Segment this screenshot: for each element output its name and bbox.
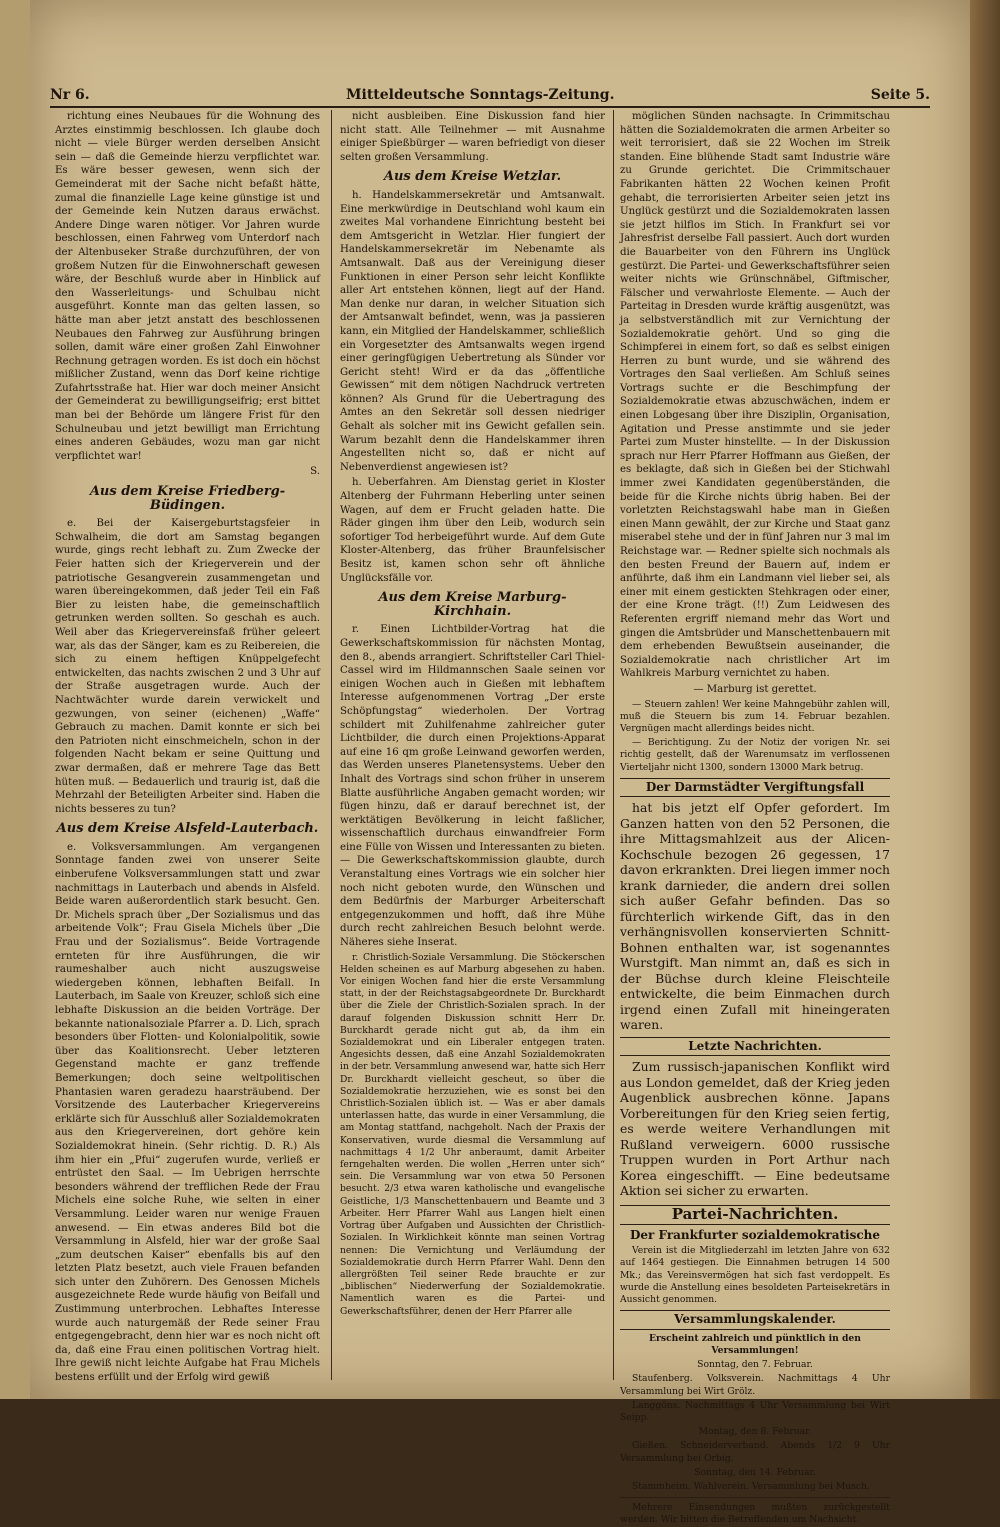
calendar-note: Erscheint zahlreich und pünktlich in den Versammlungen! xyxy=(649,1332,861,1356)
issue-number: Nr 6. xyxy=(50,87,90,103)
section-heading: Versammlungskalender. xyxy=(620,1310,890,1330)
article-paragraph: h. Handelskammersekretär und Amtsanwalt. Eine merkwürdige in Deutschland wohl kaum ein zweites Mal vorhandene Einrichtung besteht bei dem Amtsgericht in Wetzlar. Hier fungiert der Handelskammersekretär im Nebenamte als Amtsanwalt. Daß aus der Vereinigung dieser Funktionen in einer Person sehr leicht Konflikte aller Art entstehen können, liegt auf der Hand. Man denke nur daran, in welcher Situation sich der Amtsanwalt befindet, wenn, was ja passieren kann, ein Mitglied der Handelskammer, schließlich ein Vorgesetzter des Amtsanwalts wegen irgend einer geringfügigen Uebertretung als Sünder vor Gericht steht! Wird er da das „öffentliche Gewissen“ mit dem nötigen Nachdruck vertreten können? Als Grund für die Uebertragung des Amtes an den Sekretär soll dessen niedriger Gehalt als solcher mit ins Gewicht gefallen sein. Warum bezahlt denn die Handelskammer ihren Angestellten nicht so, daß er nicht auf Nebenverdienst angewiesen ist? xyxy=(340,189,605,473)
column-divider xyxy=(331,110,332,1380)
article-paragraph: nicht ausbleiben. Eine Diskussion fand hier nicht statt. Alle Teilnehmer — mit Ausnahme einiger Spießbürger — waren befriedigt von dieser selten großen Versammlung. xyxy=(340,111,605,163)
column-1 xyxy=(55,110,320,1384)
article-paragraph: richtung eines Neubaues für die Wohnung des Arztes einstimmig beschlossen. Ich glaube doch nicht — viele Bürger werden derselben Ansicht sein — daß die Gemeinde hierzu verpflichtet war. Es wäre besser gewesen, wenn sich der Gemeinderat mit der Sache nicht befaßt hätte, zumal die finanzielle Lage keine günstige ist und der Gemeinde kein Nutzen daraus erwächst. Andere Dinge waren nötiger. Vor Jahren wurde beschlossen, einen Fahrweg vom Unterdorf nach der Altenbuseker Straße durchzuführen, der von großem Nutzen für die Einwohnerschaft gewesen wäre, der Beschluß wurde aber in Hinblick auf den Wasserleitungs- und Schulbau nicht ausgeführt. Konnte man das gelten lassen, so hätte man aber jetzt anstatt des beschlossenen Neubaues den Fahrweg zur Ausführung bringen sollen, damit wäre einer großen Zahl Einwohner Rechnung getragen worden. Es ist doch ein höchst mißlicher Zustand, wenn das Dorf keine richtige Zufahrtsstraße hat. Hier war doch meiner Ansicht der Gemeinderat zu bewilligungseifrig; erst bittet man bei der Behörde um längere Frist für den Schulneubau und jetzt bewilligt man Errichtung eines anderen Gebäudes, wozu man gar nicht verpflichtet war! xyxy=(55,111,320,462)
article-paragraph: — Berichtigung. Zu der Notiz der vorigen Nr. sei richtig gestellt, daß der Warenumsatz im verflossenen Vierteljahr nicht 1300, sondern 13000 Mark betrug. xyxy=(620,737,890,773)
section-heading: Partei-Nachrichten. xyxy=(620,1205,890,1225)
column-divider xyxy=(613,110,614,1380)
article-paragraph: Verein ist die Mitgliederzahl im letzten Jahre von 632 auf 1464 gestiegen. Die Einnahmen betrugen 14 500 Mk.; das Vereinsvermögen hat sich fast verdoppelt. Es wurde die Anstellung eines besoldeten Parteisekretärs in Aussicht genommen. xyxy=(620,1245,890,1305)
section-heading: Der Darmstädter Vergiftungsfall xyxy=(620,778,890,798)
calendar-date: Montag, den 8. Februar. xyxy=(698,1426,812,1438)
article-paragraph: hat bis jetzt elf Opfer gefordert. Im Ganzen hatten von den 52 Personen, die ihre Mittagsmahlzeit aus der Alicen-Kochschule bezogen 26 gegessen, 17 davon erkrankten. Drei liegen immer noch krank darnieder, die andern drei sollen sich außer Gefahr befinden. Das so fürchterlich wirkende Gift, das in den verhängnisvollen konservierten Schnitt-Bohnen enthalten war, ist sogenanntes Wurstgift. Man nimmt an, daß es sich in der Büchse durch kleine Fleischteile entwickelte, die beim Einmachen durch irgend einen Zufall mit hineingeraten waren. xyxy=(620,800,890,1033)
section-heading: Aus dem Kreise Friedberg-Büdingen. xyxy=(89,484,286,513)
subsection-heading: Der Frankfurter sozialdemokratische xyxy=(629,1227,880,1242)
previous-page-edge xyxy=(0,0,30,1399)
article-paragraph: möglichen Sünden nachsagte. In Crimmitschau hätten die Sozialdemokraten die armen Arbeiter so weit terrorisiert, daß sie 22 Wochen im Streik standen. Eine blühende Stadt samt Industrie wäre zu Grunde gerichtet. Die Crimmitschauer Fabrikanten hätten 22 Wochen keinen Profit gehabt, die terrorisierten Arbeiter seien jetzt ins Unglück gestürzt und die Sozialdemokraten lassen sie jetzt hilflos im Stich. In Frankfurt sei vor Jahresfrist derselbe Fall passiert. Auch dort wurden die Bauarbeiter von den Führern ins Unglück gestürzt. Die Partei- und Gewerkschaftsführer seien weiter nichts wie Grünschnäbel, Giftmischer, Fälscher und verwahrloste Elemente. — Auch der Parteitag in Dresden wurde kräftig ausgenützt, was ja selbstverständlich mit zur Vernichtung der Sozialdemokratie gehört. Und so ging die Schimpferei in einem fort, so daß es selbst einigen Herren zu bunt wurde, und sie während des Vortrages den Saal verließen. Am Schluß seines Vortrags suchte er die Beschimpfung der Sozialdemokratie etwas abzuschwächen, indem er einen Lobgesang über ihre Disziplin, Organisation, Agitation und Presse anstimmte und sie jeder Partei zum Muster hinstellte. — In der Diskussion sprach nur Herr Pfarrer Hoffmann aus Gießen, der es beklagte, daß sich in Gießen bei der Stichwahl immer zwei Kandidaten gegenüberständen, die beide für die Kirche nichts übrig haben. Bei der vorletzten Reichstagswahl habe man in Gießen einen Mann gewählt, der zur Kirche und Staat ganz miserabel stehe und der in fünf Jahren nur 3 mal im Reichstage war. — Redner spielte sich nochmals als den besten Freund der Bauern auf, indem er anführte, daß ihm ein Landmann viel lieber sei, als einer mit einem gestickten Stehkragen oder einer, der eine Krone trägt. (!!) Zum Leidwesen des Referenten ergriff niemand mehr das Wort und gingen die Amtsbrüder und Manschettenbauern mit dem erhebenden Bewußtsein auseinander, die Sozialdemokratie nach christlicher Art im Wahlkreis Marburg vernichtet zu haben. xyxy=(620,111,890,680)
divider xyxy=(620,1497,890,1498)
calendar-date: Sonntag, den 7. Februar. xyxy=(697,1359,813,1371)
section-heading: Aus dem Kreise Wetzlar. xyxy=(383,169,562,185)
article-paragraph: — Marburg ist gerettet. xyxy=(693,683,817,695)
newspaper-title: Mitteldeutsche Sonntags-Zeitung. xyxy=(346,87,615,103)
page-header xyxy=(50,84,930,108)
calendar-entry: Staufenberg. Volksverein. Nachmittags 4 Uhr Versammlung bei Wirt Grölz. xyxy=(620,1373,890,1397)
article-paragraph: e. Volksversammlungen. Am vergangenen Sonntage fanden zwei von unserer Seite einberufene Volksversammlungen statt und zwar nachmittags in Lauterbach und abends in Alsfeld. Beide waren außerordentlich stark besucht. Gen. Dr. Michels sprach über „Der Sozialismus und das arbeitende Volk“; Frau Gisela Michels über „Die Frau und der Sozialismus“. Beide Vortragende ernteten für ihre Ausführungen, die wir raumeshalber auch nicht auszugsweise wiedergeben können, lebhaften Beifall. In Lauterbach, im Saale von Kreuzer, schloß sich eine lebhafte Diskussion an die beiden Vorträge. Der bekannte nationalsoziale Pfarrer a. D. Lich, sprach besonders über Flotten- und Kolonialpolitik, sowie über das Koalitionsrecht. Ueber letzteren Gegenstand machte er ganz treffende Bemerkungen; doch seine weltpolitischen Phantasien waren geradezu haarsträubend. Der Vorsitzende des Lauterbacher Kriegervereins erklärte sich für Ausschluß aller Sozialdemokraten aus den Kriegervereinen, dort gehöre kein Sozialdemokrat hinein. (Sehr richtig. D. R.) Als ihm hier ein „Pfui“ zugerufen wurde, verließ er entrüstet den Saal. — Im Uebrigen herrschte besonders während der trefflichen Rede der Frau Michels eine solche Ruhe, wie selten in einer Versammlung. Leider waren nur wenige Frauen anwesend. — Ein etwas anderes Bild bot die Versammlung in Alsfeld, hier war der große Saal „zum deutschen Kaiser“ ebenfalls bis auf den letzten Platz besetzt, auch viele Frauen befanden sich unter den Zuhörern. Des Genossen Michels ausgezeichnete Rede wurde häufig von Beifall und Zustimmung unterbrochen. Lebhaftes Interesse wurde auch naturgemäß der Rede seiner Frau entgegengebracht, denn hier war es noch nicht oft da, daß eine Frau einen politischen Vortrag hielt. Ihre gewiß nicht leichte Aufgabe hat Frau Michels bestens erfüllt und der Erfolg wird gewiß xyxy=(55,841,320,1384)
column-2 xyxy=(340,110,605,1380)
article-paragraph: h. Ueberfahren. Am Dienstag geriet in Kloster Altenberg der Fuhrmann Heberling unter seinen Wagen, auf dem er Frucht geladen hatte. Die Räder gingen ihm über den Leib, wodurch sein sofortiger Tod herbeigeführt wurde. Auf dem Gute Kloster-Altenberg, das früher Braunfelsischer Besitz ist, kamen schon sehr oft ähnliche Unglücksfälle vor. xyxy=(340,477,605,584)
calendar-date: Sonntag, den 14. Februar. xyxy=(694,1466,816,1478)
article-paragraph: e. Bei der Kaisergeburtstagsfeier in Schwalheim, die dort am Samstag begangen wurde, gings recht lebhaft zu. Zum Zwecke der Feier hatten sich der Kriegerverein und der patriotische Gesangverein zusammengetan und waren übereingekommen, daß jeder Teil ein Faß Bier zu leisten habe, die gemeinschaftlich getrunken werden sollten. So geschah es auch. Weil aber das Kriegervereinsfaß früher geleert war, als das der Sänger, kam es zu Reibereien, die sich zu einem heftigen Knüppelgefecht entwickelten, das nachts zwischen 2 und 3 Uhr auf der Straße ausgetragen wurde. Auch der Nachtwächter wurde darein verwickelt und gezwungen, von seiner (eichenen) „Waffe“ Gebrauch zu machen. Damit konnte er sich bei den Patrioten nicht einschmeicheln, schon in der folgenden Nacht bekam er seine Quittung und zwar dermaßen, daß er mehrere Tage das Bett hüten muß. — Bedauerlich und traurig ist, daß die Mehrzahl der Beteiligten Arbeiter sind. Haben die nichts besseres zu tun? xyxy=(55,518,320,815)
calendar-entry: Langgöns. Nachmittags 4 Uhr Versammlung bei Wirt Seipp. xyxy=(620,1399,890,1423)
page-binding-edge xyxy=(970,0,1000,1399)
column-3 xyxy=(620,110,890,1526)
section-heading: Aus dem Kreise Marburg-Kirchhain. xyxy=(378,590,567,619)
calendar-entry: Gießen. Schneiderverband. Abends 1/2 9 Uhr Versammlung bei Orbig. xyxy=(620,1440,890,1464)
article-paragraph: Mehrere Einsendungen mußten zurückgestellt werden. Wir bitten die Betreffenden um Nachsicht. xyxy=(620,1502,890,1526)
page-number: Seite 5. xyxy=(870,87,930,103)
section-heading: Letzte Nachrichten. xyxy=(620,1037,890,1057)
author-signature: S. xyxy=(310,466,320,478)
calendar-entry: Stammheim. Wahlverein. Versammlung bei Musch. xyxy=(632,1480,870,1492)
article-paragraph: r. Einen Lichtbilder-Vortrag hat die Gewerkschaftskommission für nächsten Montag, den 8., abends arrangiert. Schriftsteller Carl Thiel-Cassel wird im Hildmannschen Saale seinen vor einigen Wochen auch in Gießen mit lebhaftem Interesse aufgenommenen Vortrag „Der erste Schöpfungstag“ wiederholen. Der Vortrag schildert mit Zuhilfenahme zahlreicher guter Lichtbilder, die durch einen Projektions-Apparat auf eine 16 qm große Leinwand geworfen werden, das Werden unseres Planetensystems. Ueber den Inhalt des Vortrags sind schon früher in unserem Blatte ausführliche Angaben gemacht worden; wir fügen hinzu, daß er darauf berechnet ist, der werktätigen Bevölkerung in leicht faßlicher, wissenschaftlich durchaus einwandfreier Form eine Fülle von Wissen und Interessanten zu bieten. — Die Gewerkschaftskommission glaubte, durch Veranstaltung eines Vortrags wie ein solcher hier noch nicht geboten wurde, den Wünschen und dem Bedürfnis der Marburger Arbeiterschaft entgegenzukommen und hofft, daß ihre Mühe durch recht zahlreichen Besuch belohnt werde. Näheres siehe Inserat. xyxy=(340,624,605,949)
article-paragraph: — Steuern zahlen! Wer keine Mahngebühr zahlen will, muß die Steuern bis zum 14. Februar bezahlen. Vergnügen macht allerdings beides nicht. xyxy=(620,698,890,734)
article-paragraph: r. Christlich-Soziale Versammlung. Die Stöckerschen Helden scheinen es auf Marburg abgesehen zu haben. Vor einigen Wochen fand hier die erste Versammlung statt, in der der Reichstagsabgeordnete Dr. Burckhardt über die Ziele der Christlich-Sozialen sprach. In der darauf folgenden Diskussion schnitt Herr Dr. Burckhardt gerade nicht gut ab, da ihm ein Sozialdemokrat und ein Liberaler entgegen traten. Angesichts dessen, daß eine Anzahl Sozialdemokraten in der betr. Versammlung anwesend war, hatte sich Herr Dr. Burckhardt vielleicht gescheut, so über die Sozialdemokratie herzuziehen, wie es sonst bei den Christlich-Sozialen üblich ist. — Was er aber damals unterlassen hatte, das wurde in einer Versammlung, die am Montag stattfand, nachgeholt. Nach der Praxis der Konservativen, wurde diesmal die Versammlung auf nachmittags 4 1/2 Uhr anberaumt, damit Arbeiter ferngehalten werden. Die wollen „Herren unter sich“ sein. Die Versammlung war von etwa 50 Personen besucht. 2/3 etwa waren katholische und evangelische Geistliche, 1/3 Manschettenbauern und Beamte und 3 Arbeiter. Herr Pfarrer Wahl aus Langen hielt einen Vortrag über Aufgaben und Aussichten der Christlich-Sozialen. In Wirklichkeit könnte man seinen Vortrag nennen: Die Vernichtung und Verläumdung der Sozialdemokratie durch Herrn Pfarrer Wahl. Denn den allergrößten Teil seiner Rede brauchte er zur „biblischen“ Niederwerfung der Sozialdemokratie. Namentlich waren es die Partei- und Gewerkschaftsführer, denen der Herr Pfarrer alle xyxy=(340,951,605,1317)
previous-page-text-fragments xyxy=(0,110,28,1380)
article-paragraph: Zum russisch-japanischen Konflikt wird aus London gemeldet, daß der Krieg jeden Augenblick ausbrechen könne. Japans Vorbereitungen für den Krieg seien fertig, es werde weitere Verhandlungen mit Rußland verweigern. 6000 russische Truppen wurden in Port Arthur nach Korea eingeschifft. — Eine bedeutsame Aktion sei sicher zu erwarten. xyxy=(620,1059,890,1199)
section-heading: Aus dem Kreise Alsfeld-Lauterbach. xyxy=(56,821,319,837)
